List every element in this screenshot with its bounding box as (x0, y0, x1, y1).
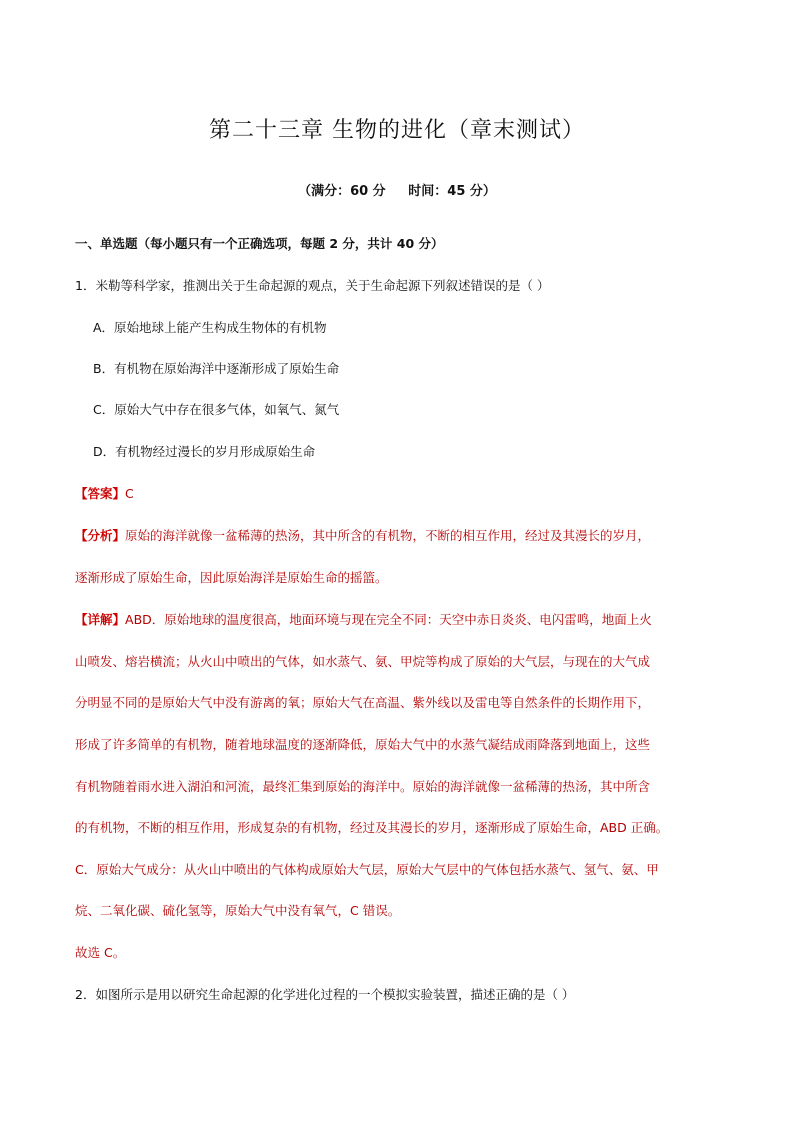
detail-line-6: 的有机物，不断的相互作用，形成复杂的有机物，经过及其漫长的岁月，逐渐形成了原始生命，ABD 正确。 (75, 820, 669, 835)
option-c: C．原始大气中存在很多气体，如氧气、氮气 (93, 402, 340, 417)
answer-value: C (125, 486, 134, 501)
score-time-info: （满分：60 分 时间：45 分） (298, 184, 496, 199)
detail-line-5: 有机物随着雨水进入湖泊和河流，最终汇集到原始的海洋中。原始的海洋就像一盆稀薄的热汤，其中所含 (75, 779, 651, 794)
detail-line-2: 山喷发、熔岩横流；从火山中喷出的气体，如水蒸气、氨、甲烷等构成了原始的大气层，与现在的大气成 (75, 654, 651, 669)
option-a: A．原始地球上能产生构成生物体的有机物 (93, 320, 327, 335)
detail-text-1: ABD．原始地球的温度很高，地面环境与现在完全不同：天空中赤日炎炎、电闪雷鸣，地面上火 (125, 612, 652, 627)
conclusion: 故选 C。 (75, 945, 126, 960)
question-1-stem: 1．米勒等科学家，推测出关于生命起源的观点，关于生命起源下列叙述错误的是（ ） (75, 278, 550, 293)
option-b: B．有机物在原始海洋中逐渐形成了原始生命 (93, 361, 340, 376)
detail-line-3: 分明显不同的是原始大气中没有游离的氧；原始大气在高温、紫外线以及雷电等自然条件的长期作用下， (75, 695, 651, 710)
detail-line-8: 烷、二氧化碳、硫化氢等，原始大气中没有氧气，C 错误。 (75, 903, 401, 918)
analysis-line-1 (75, 526, 725, 544)
question-2-stem: 2．如图所示是用以研究生命起源的化学进化过程的一个模拟实验装置，描述正确的是（ ） (75, 987, 575, 1002)
detail-line-1 (75, 610, 725, 628)
answer-tag: 【答案】 (75, 486, 126, 501)
detail-line-4: 形成了许多简单的有机物，随着地球温度的逐渐降低，原始大气中的水蒸气凝结成雨降落到地面上，这些 (75, 737, 651, 752)
section-heading: 一、单选题（每小题只有一个正确选项，每题 2 分，共计 40 分） (75, 236, 444, 251)
detail-tag: 【详解】 (75, 612, 126, 627)
analysis-line-2: 逐渐形成了原始生命，因此原始海洋是原始生命的摇篮。 (75, 570, 388, 585)
analysis-text-1: 原始的海洋就像一盆稀薄的热汤，其中所含的有机物，不断的相互作用，经过及其漫长的岁月， (125, 528, 651, 543)
option-d: D．有机物经过漫长的岁月形成原始生命 (93, 444, 316, 459)
analysis-tag: 【分析】 (75, 528, 126, 543)
detail-line-7: C．原始大气成分：从火山中喷出的气体构成原始大气层，原始大气层中的气体包括水蒸气、氢气、氨、甲 (75, 862, 659, 877)
page-title: 第二十三章 生物的进化（章末测试） (209, 118, 585, 143)
answer-line (75, 484, 134, 502)
